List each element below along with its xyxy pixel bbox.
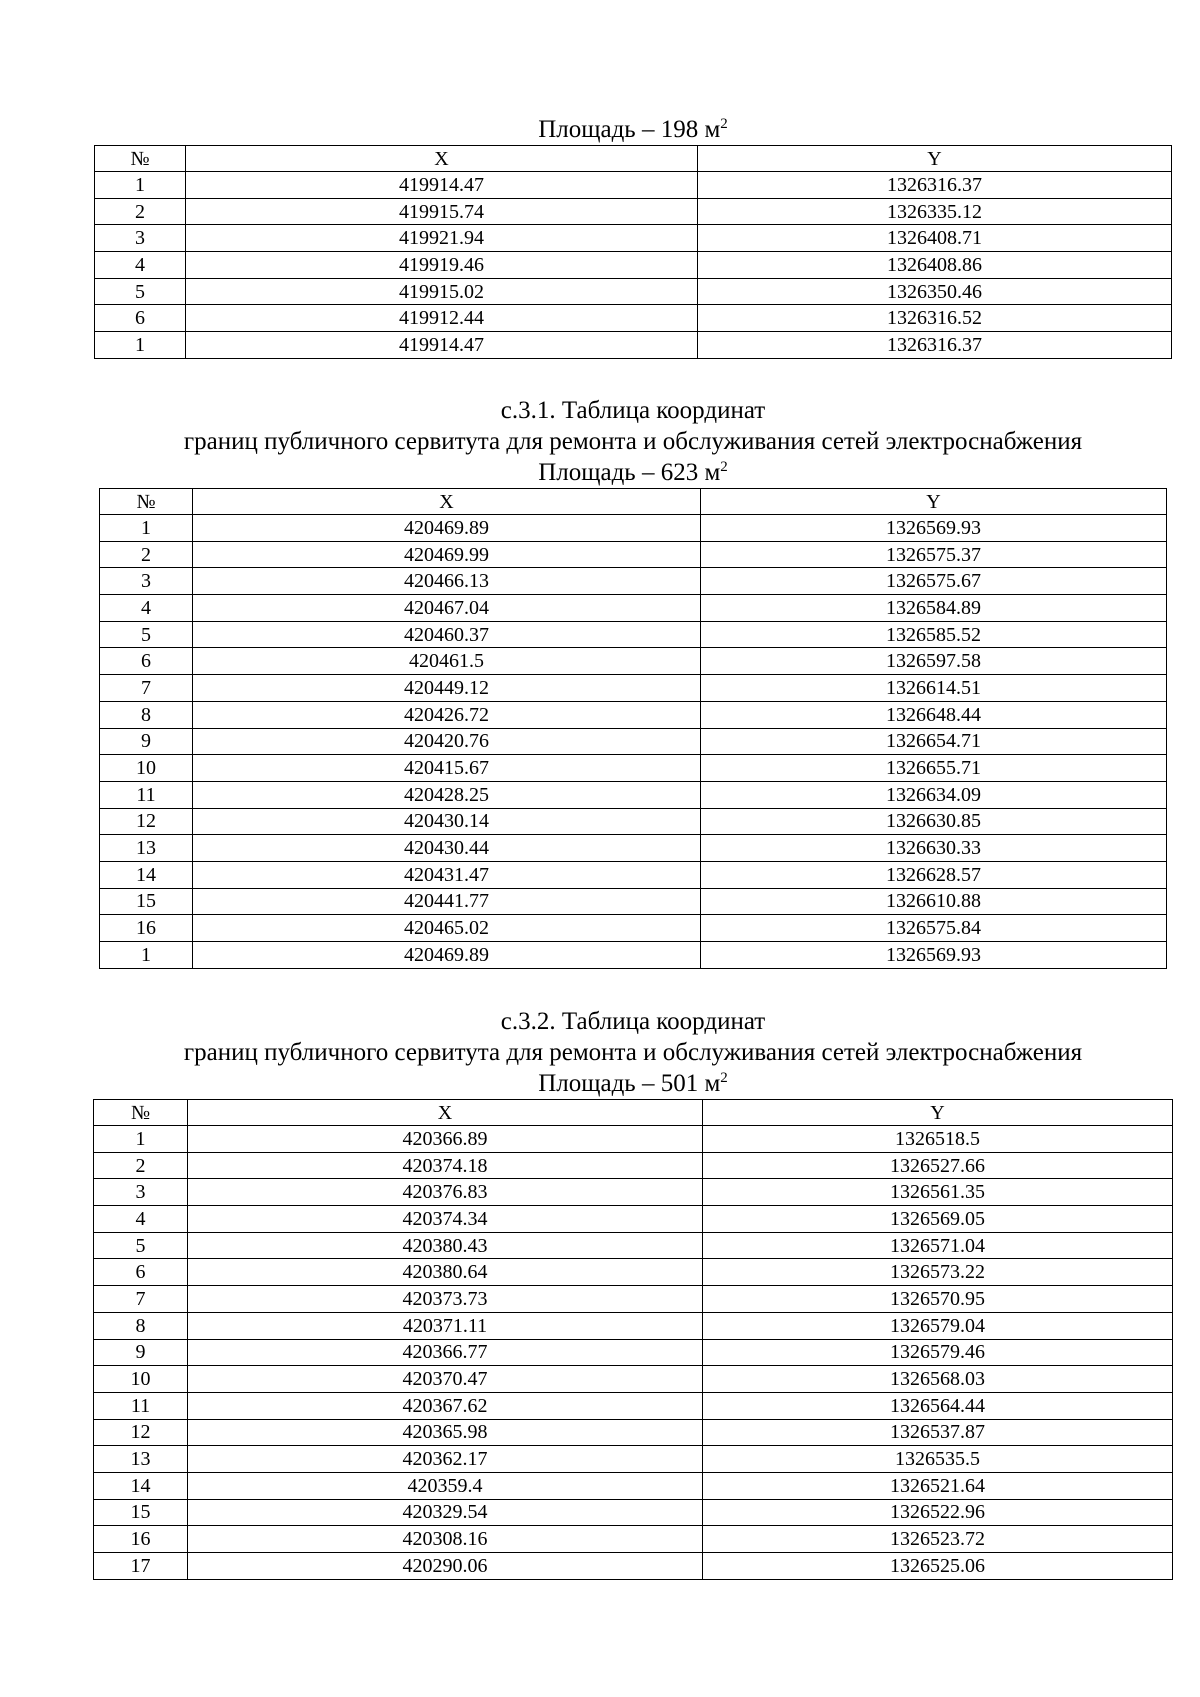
table-row <box>100 808 1167 835</box>
table-row <box>94 1392 1173 1419</box>
point-number: 10 <box>100 755 193 782</box>
coord-x: 420467.04 <box>193 595 701 622</box>
coord-x: 420469.99 <box>193 541 701 568</box>
coord-x: 420430.44 <box>193 835 701 862</box>
point-number: 16 <box>94 1526 188 1553</box>
coord-x: 420329.54 <box>188 1499 703 1526</box>
coord-y: 1326527.66 <box>703 1152 1173 1179</box>
coord-y: 1326575.67 <box>701 568 1167 595</box>
coord-y: 1326628.57 <box>701 861 1167 888</box>
coord-x: 420461.5 <box>193 648 701 675</box>
coord-y: 1326564.44 <box>703 1392 1173 1419</box>
area-heading: Площадь – 623 $м^2$ <box>538 459 728 486</box>
area-heading: Площадь – 198 $м^2$ <box>538 116 728 143</box>
coord-x: 420420.76 <box>193 728 701 755</box>
table-row <box>94 1339 1173 1366</box>
point-number: 11 <box>94 1392 188 1419</box>
point-number: 4 <box>94 1206 188 1233</box>
table-row <box>94 1419 1173 1446</box>
coord-x: 420374.34 <box>188 1206 703 1233</box>
coord-x: 420380.43 <box>188 1232 703 1259</box>
section-caption-subtitle: границ публичного сервитута для ремонта и обслуживания сетей электроснабжения <box>183 1039 1083 1066</box>
point-number: 6 <box>95 305 186 332</box>
header-y: Y <box>701 489 1167 515</box>
coord-y: 1326630.33 <box>701 835 1167 862</box>
coord-x: 420415.67 <box>193 755 701 782</box>
coord-y: 1326568.03 <box>703 1366 1173 1393</box>
coord-y: 1326655.71 <box>701 755 1167 782</box>
table-row <box>100 835 1167 862</box>
coord-x: 420359.4 <box>188 1472 703 1499</box>
coord-x: 419919.46 <box>186 252 698 279</box>
table-row <box>94 1232 1173 1259</box>
point-number: 3 <box>95 225 186 252</box>
coord-y: 1326561.35 <box>703 1179 1173 1206</box>
coord-x: 419915.02 <box>186 278 698 305</box>
point-number: 4 <box>100 595 193 622</box>
coord-x: 420441.77 <box>193 888 701 915</box>
coord-x: 420466.13 <box>193 568 701 595</box>
coord-y: 1326408.86 <box>698 252 1172 279</box>
table-header-row <box>95 146 1172 172</box>
point-number: 7 <box>100 675 193 702</box>
table-row <box>100 595 1167 622</box>
coord-x: 420469.89 <box>193 942 701 969</box>
table-row <box>94 1472 1173 1499</box>
coord-x: 420374.18 <box>188 1152 703 1179</box>
coord-x: 419915.74 <box>186 198 698 225</box>
table-row <box>100 701 1167 728</box>
coord-x: 420290.06 <box>188 1553 703 1580</box>
table-row <box>100 942 1167 969</box>
coord-y: 1326584.89 <box>701 595 1167 622</box>
table-header-row <box>94 1100 1173 1126</box>
point-number: 10 <box>94 1366 188 1393</box>
table-row <box>94 1366 1173 1393</box>
header-number: № <box>95 146 186 172</box>
coord-y: 1326570.95 <box>703 1286 1173 1313</box>
point-number: 15 <box>100 888 193 915</box>
table-row <box>94 1446 1173 1473</box>
coord-x: 420426.72 <box>193 701 701 728</box>
coordinate-section-0 <box>94 114 1172 359</box>
point-number: 2 <box>100 541 193 568</box>
point-number: 16 <box>100 915 193 942</box>
table-row <box>100 781 1167 808</box>
coord-x: 420367.62 <box>188 1392 703 1419</box>
coord-x: 420430.14 <box>193 808 701 835</box>
coordinate-table <box>94 145 1172 359</box>
point-number: 3 <box>94 1179 188 1206</box>
point-number: 1 <box>95 332 186 359</box>
table-row <box>94 1152 1173 1179</box>
point-number: 3 <box>100 568 193 595</box>
point-number: 15 <box>94 1499 188 1526</box>
coord-x: 420370.47 <box>188 1366 703 1393</box>
header-x: X <box>188 1100 703 1126</box>
coord-y: 1326614.51 <box>701 675 1167 702</box>
coord-y: 1326579.46 <box>703 1339 1173 1366</box>
coord-y: 1326654.71 <box>701 728 1167 755</box>
point-number: 14 <box>100 861 193 888</box>
coord-x: 419921.94 <box>186 225 698 252</box>
coord-y: 1326579.04 <box>703 1312 1173 1339</box>
coord-x: 420431.47 <box>193 861 701 888</box>
coord-y: 1326522.96 <box>703 1499 1173 1526</box>
table-row <box>94 1206 1173 1233</box>
coordinate-section-2 <box>93 1006 1173 1580</box>
table-row <box>100 888 1167 915</box>
point-number: 1 <box>94 1126 188 1153</box>
point-number: 4 <box>95 252 186 279</box>
point-number: 12 <box>94 1419 188 1446</box>
table-row <box>94 1126 1173 1153</box>
coordinate-section-1 <box>99 395 1167 969</box>
table-row <box>94 1499 1173 1526</box>
table-row <box>100 568 1167 595</box>
point-number: 8 <box>94 1312 188 1339</box>
table-row <box>95 198 1172 225</box>
point-number: 9 <box>94 1339 188 1366</box>
coord-x: 420308.16 <box>188 1526 703 1553</box>
coord-y: 1326535.5 <box>703 1446 1173 1473</box>
section-caption-title: с.3.2. Таблица координат <box>500 1008 766 1035</box>
point-number: 6 <box>94 1259 188 1286</box>
coord-y: 1326610.88 <box>701 888 1167 915</box>
table-row <box>100 675 1167 702</box>
point-number: 2 <box>94 1152 188 1179</box>
table-row <box>100 755 1167 782</box>
coord-x: 420362.17 <box>188 1446 703 1473</box>
table-row <box>100 648 1167 675</box>
header-x: X <box>186 146 698 172</box>
table-row <box>95 225 1172 252</box>
table-row <box>95 172 1172 199</box>
coord-y: 1326585.52 <box>701 621 1167 648</box>
section-caption-subtitle: границ публичного сервитута для ремонта и обслуживания сетей электроснабжения <box>183 428 1083 455</box>
coordinate-table <box>99 488 1167 969</box>
table-header-row <box>100 489 1167 515</box>
table-row <box>100 541 1167 568</box>
coord-y: 1326316.52 <box>698 305 1172 332</box>
coord-y: 1326350.46 <box>698 278 1172 305</box>
coord-y: 1326521.64 <box>703 1472 1173 1499</box>
coord-y: 1326575.84 <box>701 915 1167 942</box>
header-y: Y <box>703 1100 1173 1126</box>
coord-y: 1326569.05 <box>703 1206 1173 1233</box>
coord-x: 420380.64 <box>188 1259 703 1286</box>
point-number: 1 <box>95 172 186 199</box>
coord-y: 1326630.85 <box>701 808 1167 835</box>
header-x: X <box>193 489 701 515</box>
point-number: 1 <box>100 515 193 542</box>
coord-x: 420428.25 <box>193 781 701 808</box>
header-y: Y <box>698 146 1172 172</box>
table-row <box>100 915 1167 942</box>
table-row <box>95 332 1172 359</box>
table-row <box>95 305 1172 332</box>
coordinate-table <box>93 1099 1173 1580</box>
point-number: 8 <box>100 701 193 728</box>
coord-y: 1326569.93 <box>701 942 1167 969</box>
point-number: 14 <box>94 1472 188 1499</box>
coord-x: 420376.83 <box>188 1179 703 1206</box>
coord-x: 420460.37 <box>193 621 701 648</box>
point-number: 7 <box>94 1286 188 1313</box>
coord-y: 1326525.06 <box>703 1553 1173 1580</box>
coord-y: 1326597.58 <box>701 648 1167 675</box>
coord-x: 420365.98 <box>188 1419 703 1446</box>
area-heading: Площадь – 501 $м^2$ <box>538 1070 728 1097</box>
coord-y: 1326575.37 <box>701 541 1167 568</box>
point-number: 11 <box>100 781 193 808</box>
point-number: 17 <box>94 1553 188 1580</box>
coord-y: 1326523.72 <box>703 1526 1173 1553</box>
point-number: 12 <box>100 808 193 835</box>
coord-x: 420449.12 <box>193 675 701 702</box>
coord-x: 420366.77 <box>188 1339 703 1366</box>
coord-y: 1326571.04 <box>703 1232 1173 1259</box>
point-number: 1 <box>100 942 193 969</box>
point-number: 2 <box>95 198 186 225</box>
coord-x: 420465.02 <box>193 915 701 942</box>
table-row <box>94 1179 1173 1206</box>
point-number: 5 <box>95 278 186 305</box>
coord-x: 419914.47 <box>186 332 698 359</box>
table-row <box>100 515 1167 542</box>
table-row <box>94 1553 1173 1580</box>
coord-y: 1326408.71 <box>698 225 1172 252</box>
table-row <box>94 1526 1173 1553</box>
coord-y: 1326537.87 <box>703 1419 1173 1446</box>
coord-y: 1326648.44 <box>701 701 1167 728</box>
coord-y: 1326569.93 <box>701 515 1167 542</box>
point-number: 13 <box>94 1446 188 1473</box>
table-row <box>94 1312 1173 1339</box>
table-row <box>100 621 1167 648</box>
coord-y: 1326335.12 <box>698 198 1172 225</box>
header-number: № <box>94 1100 188 1126</box>
coord-x: 420366.89 <box>188 1126 703 1153</box>
section-caption-title: с.3.1. Таблица координат <box>500 397 766 424</box>
coord-x: 419912.44 <box>186 305 698 332</box>
point-number: 5 <box>94 1232 188 1259</box>
table-row <box>94 1259 1173 1286</box>
table-row <box>95 252 1172 279</box>
table-row <box>100 861 1167 888</box>
header-number: № <box>100 489 193 515</box>
coord-y: 1326634.09 <box>701 781 1167 808</box>
point-number: 13 <box>100 835 193 862</box>
coord-x: 419914.47 <box>186 172 698 199</box>
table-row <box>100 728 1167 755</box>
coord-y: 1326316.37 <box>698 332 1172 359</box>
table-row <box>95 278 1172 305</box>
coord-x: 420373.73 <box>188 1286 703 1313</box>
coord-y: 1326518.5 <box>703 1126 1173 1153</box>
point-number: 9 <box>100 728 193 755</box>
table-row <box>94 1286 1173 1313</box>
point-number: 6 <box>100 648 193 675</box>
point-number: 5 <box>100 621 193 648</box>
coord-y: 1326573.22 <box>703 1259 1173 1286</box>
coord-x: 420469.89 <box>193 515 701 542</box>
coord-x: 420371.11 <box>188 1312 703 1339</box>
coord-y: 1326316.37 <box>698 172 1172 199</box>
